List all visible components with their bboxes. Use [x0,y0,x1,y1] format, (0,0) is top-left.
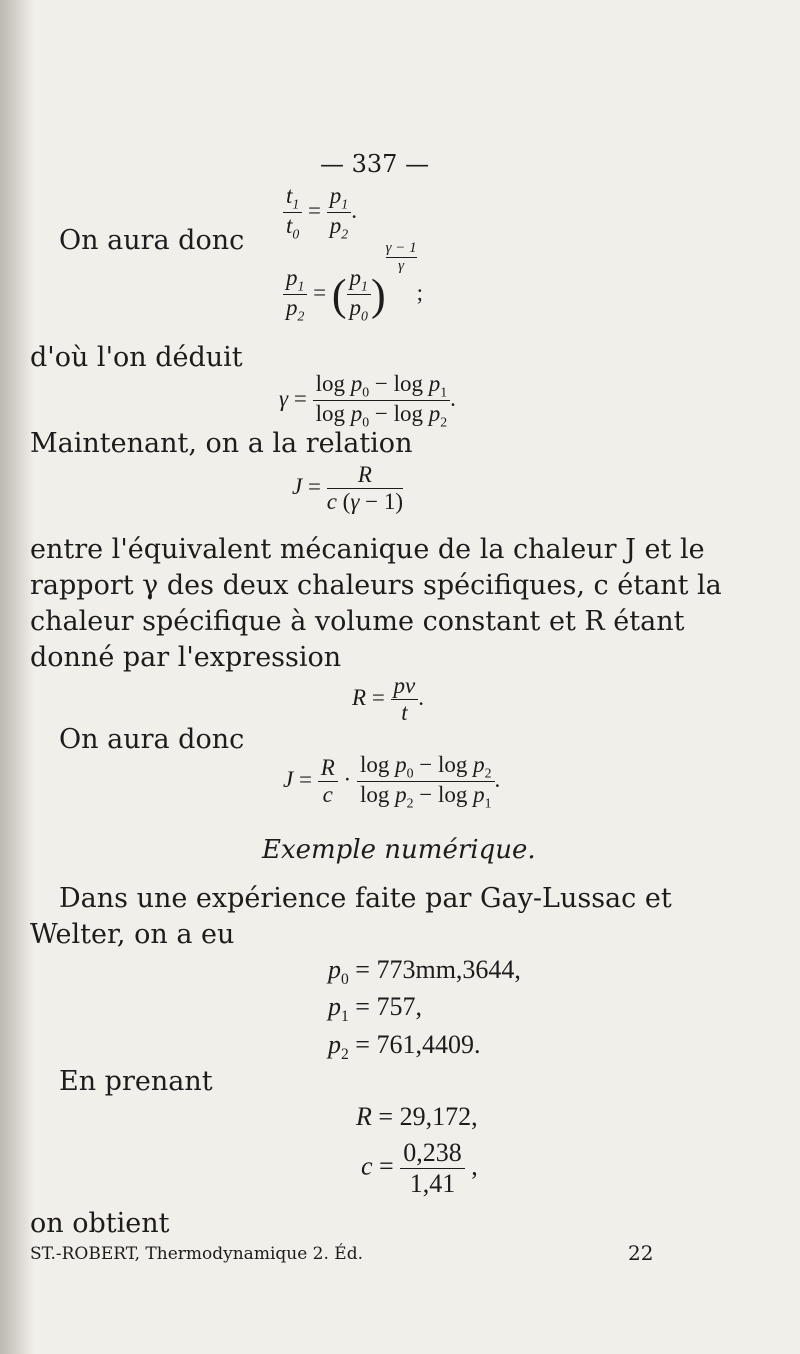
text-on-aura-donc-1: On aura donc [59,225,245,256]
equation-J-final: J = $\frac{R}{c}$ · $\frac{\log p_0 - \log p_2}{\log p_2 - \log p_1}$ . [283,752,501,812]
text-on-aura-donc-2: On aura donc [59,724,245,755]
page-edge-shadow [0,0,34,1354]
equation-gamma: γ = $\frac{\log p_0 - \log p_1}{\log p_0 - \log p_2}$ . [279,371,456,431]
text-maintenant: Maintenant, on a la relation [30,428,413,459]
footer-signature-number: 22 [628,1241,654,1265]
text-on-obtient: on obtient [30,1208,170,1239]
equation-J: J = $\frac{R}{c (\gamma - 1)}$ [292,462,404,515]
equation-power-relation: $\frac{p_1}{p_2}$ = ( $\frac{p_1}{p_0}$ ) $\frac{\gamma - 1}{\gamma}$ ; [283,265,423,325]
value-p0: $p_0 = 773mm,3644$, [328,955,521,989]
equation-R: R = $\frac{pv}{t}$ . [352,673,425,726]
equation-ratio-t-p: $\frac{t_1}{t_0}$ = $\frac{p_1}{p_2}$ . [283,183,357,243]
text-d-ou: d'où l'on déduit [30,342,243,373]
paragraph-1-line-4: donné par l'expression [30,642,342,673]
paragraph-1-line-2: rapport γ des deux chaleurs spécifiques, c étant la [30,570,722,601]
paragraph-2-line-1: Dans une expérience faite par Gay-Lussac et [59,883,672,914]
value-c: c = $\frac{0,238}{1,41}$ , [361,1138,478,1198]
paragraph-1-line-1: entre l'équivalent mécanique de la chaleur J et le [30,534,705,565]
section-heading-exemple: Exemple numérique. [262,835,536,865]
value-R: R = 29,172, [356,1102,478,1131]
paragraph-1-line-3: chaleur spécifique à volume constant et R étant [30,606,685,637]
footer-citation: ST.-ROBERT, Thermodynamique 2. Éd. [30,1244,363,1264]
page-header: — 337 — [320,150,430,178]
text-en-prenant: En prenant [59,1066,213,1097]
value-p2: $p_2 = 761,4409$. [328,1030,481,1064]
paragraph-2-line-2: Welter, on a eu [30,919,235,950]
value-p1: $p_1 = 757$, [328,992,422,1026]
